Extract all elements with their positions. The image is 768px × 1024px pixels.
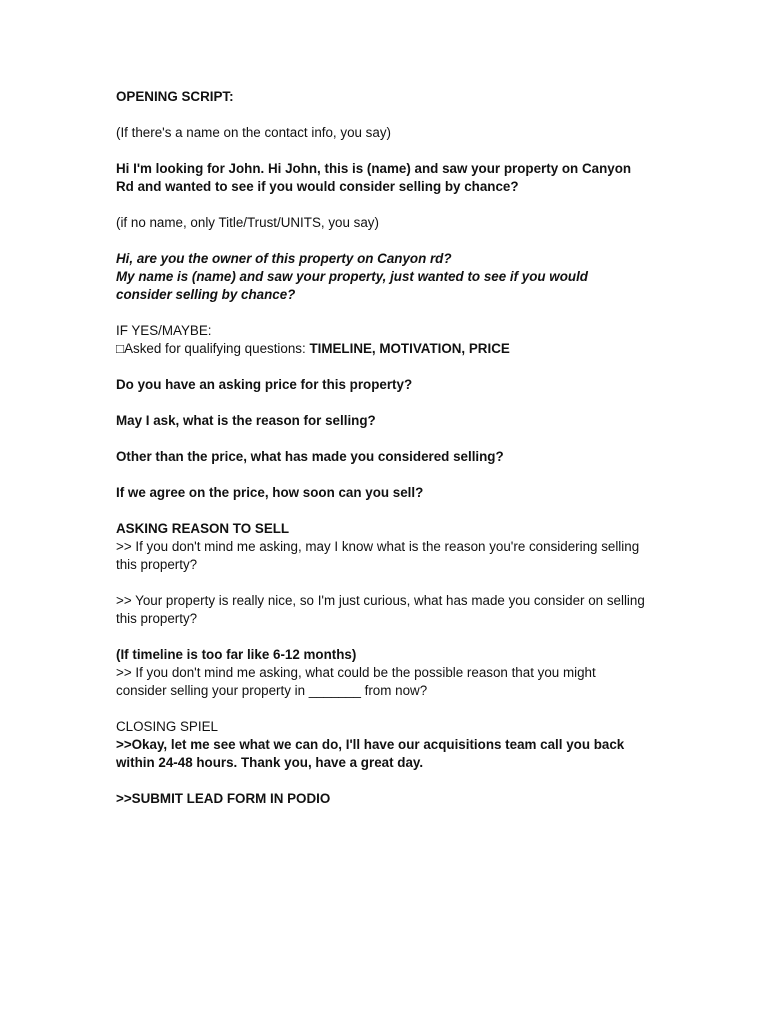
qualifying-questions-line — [116, 340, 646, 358]
asking-reason-script-2: >> Your property is really nice, so I'm just curious, what has made you consider on selling this property? — [116, 593, 645, 626]
asking-reason-heading: ASKING REASON TO SELL — [116, 521, 290, 536]
qualifying-prefix: □Asked for qualifying questions: — [116, 341, 310, 356]
if-yes-label: IF YES/MAYBE: — [116, 323, 212, 338]
timeline-far-script: >> If you don't mind me asking, what could be the possible reason that you might consider selling your property in _______ from now? — [116, 665, 596, 698]
opening-script-heading: OPENING SCRIPT: — [116, 89, 234, 104]
question-other: Other than the price, what has made you considered selling? — [116, 449, 504, 464]
closing-section — [116, 718, 646, 772]
question-timeline: If we agree on the price, how soon can you sell? — [116, 485, 424, 500]
asking-reason-script-1: >> If you don't mind me asking, may I know what is the reason you're considering selling this property? — [116, 539, 640, 572]
closing-label: CLOSING SPIEL — [116, 719, 218, 734]
timeline-far-heading: (If timeline is too far like 6-12 months) — [116, 647, 357, 662]
submit-lead-form-line: >>SUBMIT LEAD FORM IN PODIO — [116, 791, 331, 806]
closing-script: >>Okay, let me see what we can do, I'll have our acquisitions team call you back within 24-48 hours. Thank you, have a great day. — [116, 737, 625, 770]
question-reason: May I ask, what is the reason for selling? — [116, 413, 376, 428]
if-no-name-note: (if no name, only Title/Trust/UNITS, you say) — [116, 215, 379, 230]
no-name-script — [116, 250, 646, 304]
qualifying-topics: TIMELINE, MOTIVATION, PRICE — [309, 341, 510, 356]
no-name-script-line-1: Hi, are you the owner of this property on Canyon rd? — [116, 251, 452, 266]
if-name-script: Hi I'm looking for John. Hi John, this is (name) and saw your property on Canyon Rd and wanted to see if you would consider selling by chance? — [116, 161, 632, 194]
question-asking-price: Do you have an asking price for this property? — [116, 377, 413, 392]
script-content — [116, 88, 646, 826]
asking-reason-section — [116, 520, 646, 574]
if-yes-section — [116, 322, 646, 358]
timeline-far-section — [116, 646, 646, 700]
if-name-note: (If there's a name on the contact info, you say) — [116, 125, 391, 140]
no-name-script-line-2: My name is (name) and saw your property, just wanted to see if you would consider selling by chance? — [116, 269, 588, 302]
